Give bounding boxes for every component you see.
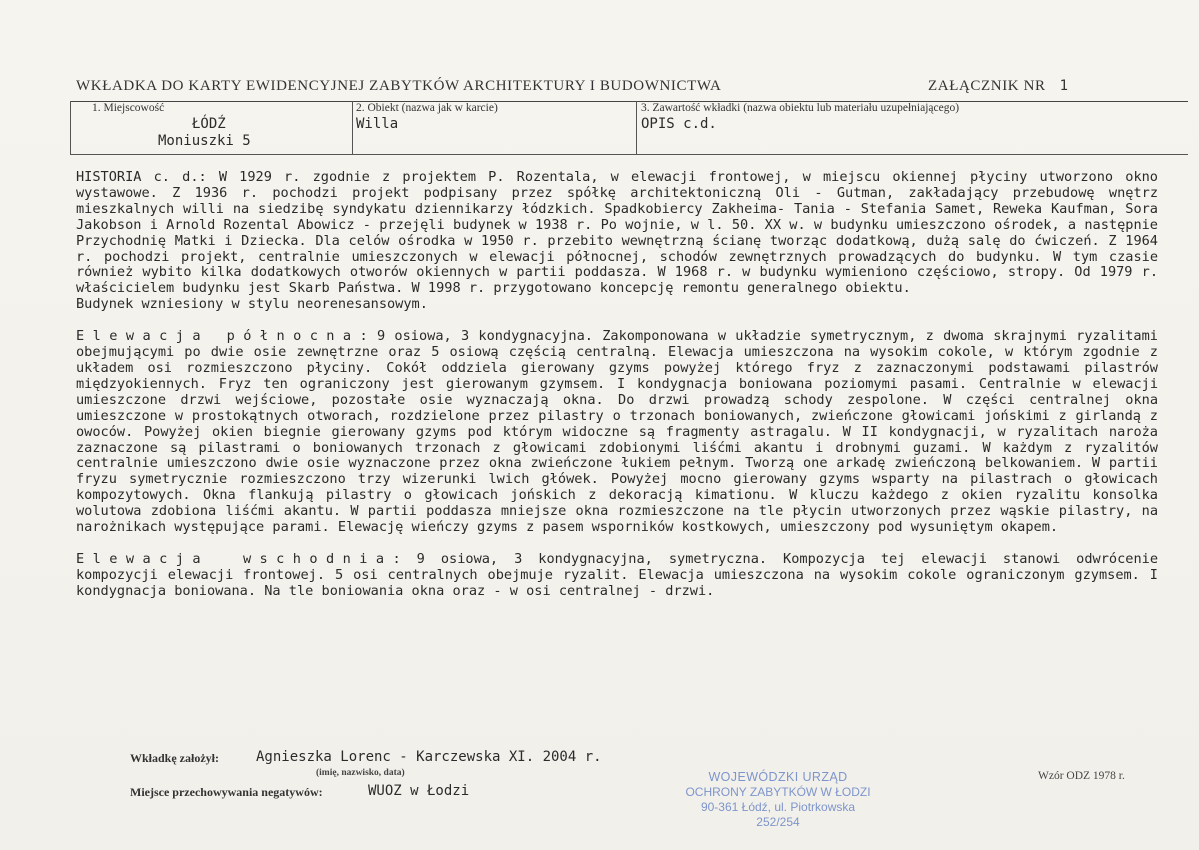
east-elevation-heading-1: Elewacja <box>76 550 209 567</box>
content-label: 3. Zawartość wkładki (nazwa obiektu lub materiału uzupełniającego) <box>641 102 960 114</box>
negatives-value: WUOZ w Łodzi <box>368 783 470 799</box>
form-title: WKŁADKA DO KARTY EWIDENCYJNEJ ZABYTKÓW ARCHITEKTURY I BUDOWNICTWA <box>76 78 722 94</box>
stamp-line-1: WOJEWÓDZKI URZĄD <box>708 770 848 784</box>
header-top-rule <box>70 101 1188 102</box>
header-bottom-rule <box>70 154 1188 155</box>
content-value: OPIS c.d. <box>641 116 717 132</box>
negatives-label: Miejsce przechowywania negatywów: <box>130 785 323 799</box>
history-paragraph: HISTORIA c. d.: W 1929 r. zgodnie z projektem P. Rozentala, w elewacji frontowej, w miejscu okiennej płyciny utworzono okno wystawowe. Z 1936 r. pochodzi projekt podpisany przez spółkę architektoniczną Oli - Gutman, zakładający przebudowę wnętrz mieszkalnych willi na siedzibę syndykatu dziennikarzy łódzkich. Spadkobiercy Zakheima- Tania - Stefania Samet, Reweka Kaufman, Sora Jakobson i Arnold Rozental Abowicz - przejęli budynek w 1938 r. Po wojnie, w l. 50. XX w. w budynku umieszczono ośrodek, a następnie Przychodnię Matki i Dziecka. Dla celów ośrodka w 1950 r. przebito wewnętrzną ścianę tworząc dodatkową, dużą salę do ćwiczeń. Z 1964 r. pochodzi projekt, centralnie umieszczonych w elewacji północnej, schodów zewnętrznych prowadzących do budynku. W tym czasie również wybito kilka dodatkowych otworów okiennych w partii poddasza. W 1968 r. w budynku wymieniono częściowo, stropy. Od 1979 r. właścicielem budynku jest Skarb Państwa. W 1998 r. przygotowano koncepcję remontu generalnego obiektu. <box>76 169 1158 297</box>
cell-divider <box>70 101 71 154</box>
author-label: Wkładkę założył: <box>130 751 219 765</box>
locality-address: Moniuszki 5 <box>158 133 251 149</box>
cell-divider <box>636 101 637 154</box>
cell-divider <box>352 101 353 154</box>
author-value: Agnieszka Lorenc - Karczewska XI. 2004 r. <box>256 749 602 765</box>
east-elevation-heading-2: wschodnia <box>242 550 393 567</box>
east-elevation-text: : 9 osiowa, 3 kondygnacyjna, symetryczna. Kompozycja tej elewacji stanowi odwrócenie kompozycji elewacji frontowej. 5 osi centralnych obejmuje ryzalit. Elewacja umieszczona na wysokim cokole ograniczonym gzymsem. I kondygnacja boniowana. Na tle boniowania okna oraz - w osi centralnej - drzwi. <box>76 550 1158 599</box>
form-reference: Wzór ODZ 1978 r. <box>1038 770 1125 782</box>
annex-number: 1 <box>1059 78 1069 94</box>
locality-label: 1. Miejscowość <box>92 102 165 114</box>
stamp-line-2: OCHRONY ZABYTKÓW W ŁODZI <box>685 785 871 799</box>
style-note: Budynek wzniesiony w stylu neorenesansowym. <box>76 296 428 313</box>
annex-label <box>928 78 1069 95</box>
object-value: Willa <box>356 116 399 132</box>
object-label: 2. Obiekt (nazwa jak w karcie) <box>356 102 498 114</box>
east-elevation-paragraph <box>76 552 1158 600</box>
north-elevation-heading: Elewacja północna <box>76 328 360 345</box>
north-elevation-paragraph <box>76 329 1158 536</box>
annex-label-text: ZAŁĄCZNIK NR <box>928 78 1046 94</box>
stamp-line-3: 90-361 Łódź, ul. Piotrkowska 252/254 <box>700 800 856 829</box>
north-elevation-text: : 9 osiowa, 3 kondygnacyjna. Zakomponowana w układzie symetrycznym, z dwoma skrajnymi ryzalitami obejmującymi po dwie osie zewnętrzne oraz 5 osiową częścią centralną. Elewacja umieszczona na wysokim cokole, w którym zgodnie z układem osi rozmieszczono płyciny. Cokół oddziela gierowany gzyms powyżej którego fryz z zaznaczonymi podstawami pilastrów międzyokiennych. Fryz ten ograniczony jest gierowanym gzymsem. I kondygnacja boniowana poziomymi pasami. Centralnie w elewacji umieszczone drzwi wejściowe, pozostałe osie wyznaczają okna. Do drzwi prowadzą schody zespolone. W części centralnej okna umieszczone w prostokątnych otworach, rozdzielone przez pilastry o trzonach boniowanych, zwieńczone głowicami jońskimi z girlandą z owoców. Powyżej okien biegnie gierowany gzyms pod którym widoczne są fragmenty astragalu. W II kondygnacji, w ryzalitach naroża zaznaczone są pilastrami o boniowanych trzonach z głowicami zdobionymi liśćmi akantu i drobnymi guzami. W każdym z ryzalitów centralnie umieszczono dwie osie wyznaczone przez okna zwieńczone łukiem pełnym. Tworzą one arkadę zwieńczoną belkowaniem. W partii fryzu symetrycznie rozmieszczono trzy wizerunki lwich główek. Powyżej mocno gierowany gzyms wsparty na pilastrach o głowicach kompozytowych. Okna flankują pilastry o głowicach jońskich z dekoracją kimationu. W kluczu każdego z okien ryzalitu konsolka wolutowa zdobiona liśćmi akantu. W partii poddasza mniejsze okna rozmieszczone na tle płycin utworzonych przez wąskie pilastry, na narożnikach występujące parami. Elewację wieńczy gzyms z pasem wsporników kostkowych, umieszczony pod wysuniętym okapem. <box>76 328 1158 536</box>
description-body <box>76 170 1158 600</box>
author-hint: (imię, nazwisko, data) <box>316 768 405 778</box>
locality-city: ŁÓDŹ <box>192 116 226 132</box>
office-stamp <box>678 770 878 830</box>
